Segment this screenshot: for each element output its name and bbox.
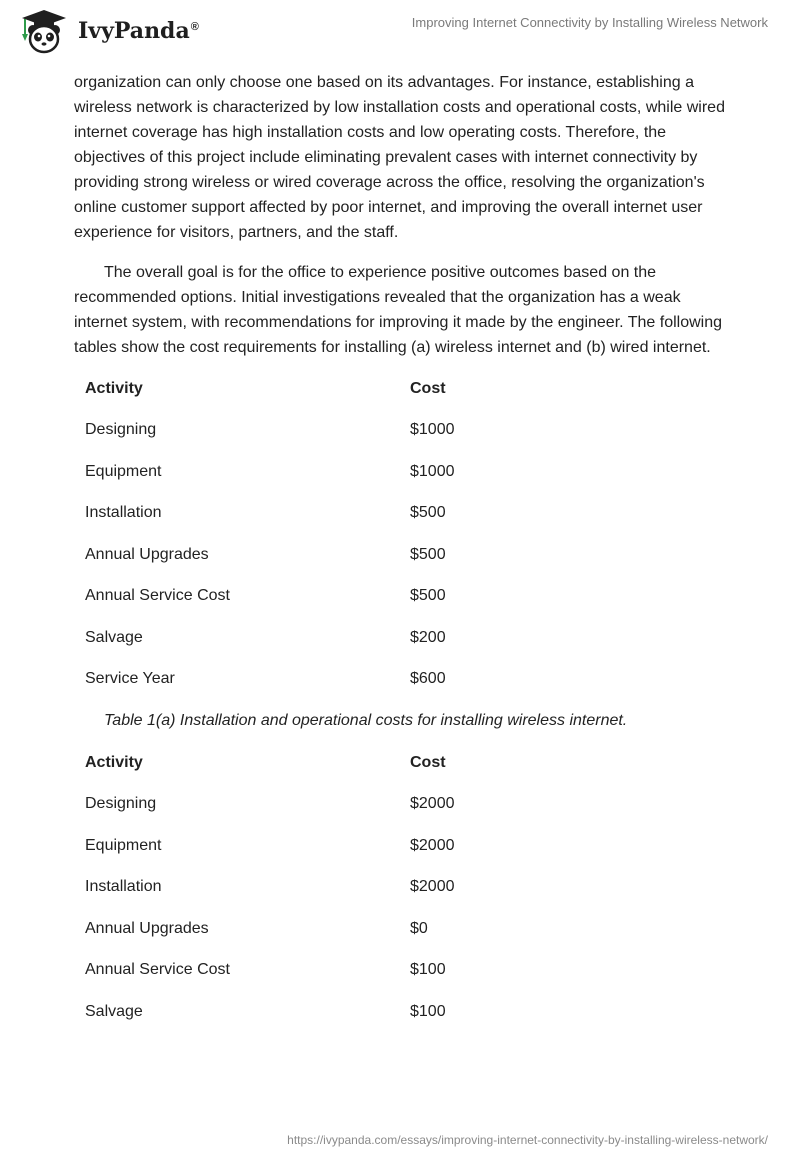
cost-cell: $500 xyxy=(410,545,446,563)
wired-cost-table xyxy=(85,742,645,1033)
table-row xyxy=(85,576,645,618)
table-row xyxy=(85,991,645,1033)
table-row xyxy=(85,784,645,826)
table-caption: Table 1(a) Installation and operational costs for installing wireless internet. xyxy=(104,712,628,729)
table-row xyxy=(85,410,645,452)
document-title: Improving Internet Connectivity by Installing Wireless Network xyxy=(411,15,768,30)
panda-graduation-cap-icon[interactable] xyxy=(14,8,74,56)
table-row xyxy=(85,659,645,701)
column-header-activity: Activity xyxy=(85,753,143,771)
table-row xyxy=(85,617,645,659)
cost-cell: $2000 xyxy=(410,878,455,896)
activity-cell: Equipment xyxy=(85,836,162,854)
table-header-row xyxy=(85,742,645,784)
table-row xyxy=(85,950,645,992)
cost-cell: $600 xyxy=(410,670,446,688)
activity-cell: Annual Service Cost xyxy=(85,961,230,979)
cost-cell: $1000 xyxy=(410,421,455,439)
activity-cell: Annual Service Cost xyxy=(85,587,230,605)
footer-source-url[interactable]: https://ivypanda.com/essays/improving-internet-connectivity-by-installing-wireless-network/ xyxy=(287,1133,768,1147)
table-header-row xyxy=(85,368,645,410)
cost-cell: $100 xyxy=(410,1002,446,1020)
paragraph-1: organization can only choose one based on its advantages. For instance, establishing a wireless network is characterized by low installation costs and operational costs, while wired internet coverage has high installation costs and low operating costs. Therefore, the objectives of this project include eliminating prevalent cases with internet connectivity by providing strong wireless or wired coverage across the office, resolving the organization's online customer support affected by poor internet, and improving the overall internet user experience for visitors, partners, and the staff. xyxy=(74,74,725,241)
activity-cell: Annual Upgrades xyxy=(85,545,209,563)
activity-cell: Designing xyxy=(85,795,157,813)
table-row xyxy=(85,825,645,867)
column-header-activity: Activity xyxy=(85,379,143,397)
table-row xyxy=(85,493,645,535)
paragraph-2: The overall goal is for the office to experience positive outcomes based on the recommended options. Initial investigations revealed that the organization has a weak internet system, with recommendations for improving it made by the engineer. The following tables show the cost requirements for installing (a) wireless internet and (b) wired internet. xyxy=(74,264,723,356)
table-row xyxy=(85,908,645,950)
brand-logo-text[interactable] xyxy=(78,18,199,44)
table-row xyxy=(85,867,645,909)
activity-cell: Installation xyxy=(85,504,162,522)
cost-cell: $500 xyxy=(410,504,446,522)
page-header xyxy=(0,0,800,64)
cost-cell: $100 xyxy=(410,961,446,979)
wireless-cost-table xyxy=(85,368,645,700)
column-header-cost: Cost xyxy=(410,379,446,397)
cost-cell: $200 xyxy=(410,628,446,646)
table-row xyxy=(85,534,645,576)
essay-content xyxy=(74,70,734,1033)
table-row xyxy=(85,451,645,493)
column-header-cost: Cost xyxy=(410,753,446,771)
cost-cell: $0 xyxy=(410,919,428,937)
brand-name: IvyPanda xyxy=(78,18,190,44)
activity-cell: Salvage xyxy=(85,628,143,646)
activity-cell: Annual Upgrades xyxy=(85,919,209,937)
cost-cell: $500 xyxy=(410,587,446,605)
activity-cell: Equipment xyxy=(85,462,162,480)
activity-cell: Salvage xyxy=(85,1002,143,1020)
cost-cell: $2000 xyxy=(410,836,455,854)
activity-cell: Designing xyxy=(85,421,157,439)
activity-cell: Installation xyxy=(85,878,162,896)
activity-cell: Service Year xyxy=(85,670,175,688)
cost-cell: $2000 xyxy=(410,795,455,813)
cost-cell: $1000 xyxy=(410,462,455,480)
registered-mark: ® xyxy=(190,20,199,33)
